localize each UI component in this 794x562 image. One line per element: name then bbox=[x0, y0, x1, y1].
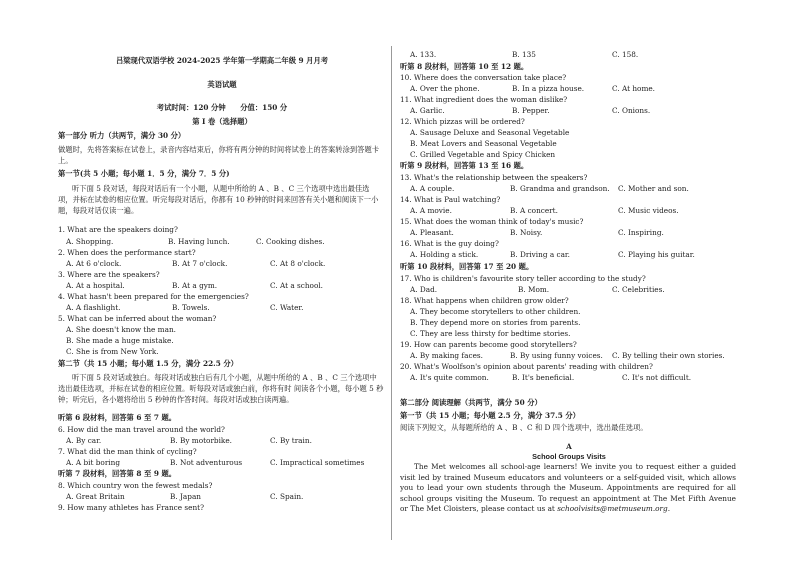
q4-option-c[interactable]: C. Water. bbox=[270, 303, 304, 312]
section2-heading: 第二节（共 15 小题；每小题 1.5 分，满分 22.5 分） bbox=[58, 359, 238, 368]
part1-heading: 第一部分 听力（共两节，满分 30 分） bbox=[58, 131, 186, 140]
q10-option-a[interactable]: A. Over the phone. bbox=[410, 84, 480, 93]
exam-info: 考试时间：120 分钟 分值：150 分 bbox=[156, 103, 288, 112]
q9-option-c[interactable]: C. 158. bbox=[612, 50, 639, 59]
q5-option-a[interactable]: A. She doesn't know the man. bbox=[66, 325, 176, 334]
question-4: 4. What hasn't been prepared for the emergencies? bbox=[58, 292, 249, 301]
passage-text: The Met welcomes all school-age learners! We invite you to request either a guided visit led by trained Museum educators and volunteers or a self-guided visit, which allows you to lead your own students through the Museum. Appointments are required for all school groups visiting the Museum. To request an appointment at The Met Fifth Avenue or The Met Cloisters, please contact us at bbox=[400, 462, 736, 514]
q14-option-b[interactable]: B. A concert. bbox=[510, 206, 558, 215]
q4-option-a[interactable]: A. A flashlight. bbox=[66, 303, 121, 312]
question-5: 5. What can be inferred about the woman? bbox=[58, 314, 217, 323]
question-11: 11. What ingredient does the woman dislike? bbox=[400, 95, 568, 104]
q19-option-a[interactable]: A. By making faces. bbox=[410, 351, 483, 360]
question-18: 18. What happens when children grow older? bbox=[400, 296, 569, 305]
passage-letter: A bbox=[566, 442, 572, 451]
q12-option-c[interactable]: C. Grilled Vegetable and Spicy Chicken bbox=[410, 150, 556, 159]
section1-heading: 第一节(共 5 小题；每小题 1．5 分，满分 7．5 分) bbox=[58, 169, 230, 178]
column-divider bbox=[391, 46, 392, 540]
q3-option-a[interactable]: A. At a hospital. bbox=[66, 281, 125, 290]
question-15: 15. What does the woman think of today's music? bbox=[400, 217, 584, 226]
passage-email[interactable]: schoolvisits@metmuseum.org. bbox=[557, 504, 671, 514]
q1-option-b[interactable]: B. Having lunch. bbox=[168, 237, 230, 246]
q9-option-a[interactable]: A. 133. bbox=[410, 50, 437, 59]
question-19: 19. How can parents become good storytellers? bbox=[400, 340, 577, 349]
q13-option-b[interactable]: B. Grandma and grandson. bbox=[510, 184, 610, 193]
q4-option-b[interactable]: B. Towels. bbox=[172, 303, 210, 312]
question-8: 8. Which country won the fewest medals? bbox=[58, 481, 213, 490]
part2-section1-intro: 阅读下列短文，从每题所给的 A 、B 、C 和 D 四个选项中，选出最佳选项。 bbox=[400, 423, 648, 432]
q7-option-b[interactable]: B. Not adventurous bbox=[170, 458, 243, 467]
q1-option-a[interactable]: A. Shopping. bbox=[66, 237, 114, 246]
question-6: 6. How did the man travel around the world? bbox=[58, 425, 225, 434]
question-3: 3. Where are the speakers? bbox=[58, 270, 160, 279]
section1-intro: 听下面 5 段对话，每段对话后有一个小题，从题中所给的 A 、B 、C 三个选项中选出最佳选项，并标在试卷的相应位置。听完每段对话后，你都有 10 秒钟的时间来回答有关小题和阅读下一小题，每段对话仅读一遍。 bbox=[58, 184, 379, 215]
question-9: 9. How many athletes has France sent? bbox=[58, 503, 205, 512]
q3-option-c[interactable]: C. At a school. bbox=[270, 281, 323, 290]
question-7: 7. What did the man think of cycling? bbox=[58, 447, 197, 456]
q16-option-b[interactable]: B. Driving a car. bbox=[510, 250, 570, 259]
q17-option-b[interactable]: B. Mom. bbox=[518, 285, 550, 294]
material-6-heading: 听第 6 段材料，回答第 6 至 7 题。 bbox=[58, 413, 177, 422]
q15-option-b[interactable]: B. Noisy. bbox=[510, 228, 543, 237]
q18-option-c[interactable]: C. They are less thirsty for bedtime stories. bbox=[410, 329, 571, 338]
q7-option-a[interactable]: A. A bit boring bbox=[66, 458, 121, 467]
q17-option-a[interactable]: A. Dad. bbox=[410, 285, 438, 294]
q6-option-b[interactable]: B. By motorbike. bbox=[170, 436, 232, 445]
q2-option-c[interactable]: C. At 8 o'clock. bbox=[270, 259, 326, 268]
question-2: 2. When does the performance start? bbox=[58, 248, 196, 257]
q18-option-a[interactable]: A. They become storytellers to other children. bbox=[410, 307, 581, 316]
q20-option-c[interactable]: C. It's not difficult. bbox=[622, 373, 692, 382]
part2-section1-heading: 第一节（共 15 小题；每小题 2.5 分，满分 37.5 分） bbox=[400, 411, 580, 420]
q8-option-b[interactable]: B. Japan bbox=[170, 492, 201, 501]
question-1: 1. What are the speakers doing? bbox=[58, 225, 178, 234]
q1-option-c[interactable]: C. Cooking dishes. bbox=[256, 237, 325, 246]
q3-option-b[interactable]: B. At a gym. bbox=[172, 281, 218, 290]
q10-option-c[interactable]: C. At home. bbox=[612, 84, 656, 93]
volume-heading: 第 I 卷（选择题） bbox=[192, 117, 252, 126]
q10-option-b[interactable]: B. In a pizza house. bbox=[512, 84, 585, 93]
material-9-heading: 听第 9 段材料，回答第 13 至 16 题。 bbox=[400, 161, 529, 170]
passage-title: School Groups Visits bbox=[532, 452, 606, 461]
exam-title: 吕梁现代双语学校 2024-2025 学年第一学期高二年级 9 月月考 bbox=[115, 56, 329, 65]
material-7-heading: 听第 7 段材料，回答第 8 至 9 题。 bbox=[58, 469, 177, 478]
section2-intro: 听下面 5 段对话或独白。每段对话或独白后有几个小题，从题中所给的 A 、B 、C 三个选项中选出最佳选项，并标在试卷的相应位置。听每段对话或独白前，你将有时 间读各个小题，每小题 5 秒钟；听完后，各小题将给出 5 秒钟的作答时间。每段对话或独白读两遍。 bbox=[58, 373, 384, 404]
q14-option-c[interactable]: C. Music videos. bbox=[618, 206, 679, 215]
q6-option-a[interactable]: A. By car. bbox=[66, 436, 102, 445]
passage-body bbox=[400, 462, 736, 515]
q8-option-a[interactable]: A. Great Britain bbox=[66, 492, 125, 501]
question-13: 13. What's the relationship between the speakers? bbox=[400, 173, 588, 182]
exam-subject: 英语试题 bbox=[207, 80, 237, 89]
question-10: 10. Where does the conversation take place? bbox=[400, 73, 567, 82]
part1-intro: 做题时，先将答案标在试卷上，录音内容结束后，你将有两分钟的时间将试卷上的答案转涂到答题卡上。 bbox=[58, 145, 380, 165]
q11-option-b[interactable]: B. Pepper. bbox=[512, 106, 550, 115]
q19-option-c[interactable]: C. By telling their own stories. bbox=[612, 351, 725, 360]
q11-option-a[interactable]: A. Garlic. bbox=[410, 106, 445, 115]
q20-option-a[interactable]: A. It's quite common. bbox=[410, 373, 489, 382]
q19-option-b[interactable]: B. By using funny voices. bbox=[510, 351, 603, 360]
material-8-heading: 听第 8 段材料，回答第 10 至 12 题。 bbox=[400, 62, 529, 71]
q8-option-c[interactable]: C. Spain. bbox=[270, 492, 304, 501]
q13-option-c[interactable]: C. Mother and son. bbox=[618, 184, 689, 193]
q11-option-c[interactable]: C. Onions. bbox=[612, 106, 651, 115]
question-14: 14. What is Paul watching? bbox=[400, 195, 501, 204]
question-20: 20. What's Woolfson's opinion about parents' reading with children? bbox=[400, 362, 653, 371]
q18-option-b[interactable]: B. They depend more on stories from parents. bbox=[410, 318, 581, 327]
q12-option-b[interactable]: B. Meat Lovers and Seasonal Vegetable bbox=[410, 139, 557, 148]
question-16: 16. What is the guy doing? bbox=[400, 239, 499, 248]
question-12: 12. Which pizzas will be ordered? bbox=[400, 117, 525, 126]
q16-option-c[interactable]: C. Playing his guitar. bbox=[618, 250, 695, 259]
q12-option-a[interactable]: A. Sausage Deluxe and Seasonal Vegetable bbox=[410, 128, 570, 137]
part2-heading: 第二部分 阅读理解（共两节，满分 50 分） bbox=[400, 398, 542, 407]
q17-option-c[interactable]: C. Celebrities. bbox=[612, 285, 665, 294]
q16-option-a[interactable]: A. Holding a stick. bbox=[410, 250, 479, 259]
q20-option-b[interactable]: B. It's beneficial. bbox=[512, 373, 575, 382]
q6-option-c[interactable]: C. By train. bbox=[270, 436, 312, 445]
material-10-heading: 听第 10 段材料，回答第 17 至 20 题。 bbox=[400, 262, 534, 271]
q15-option-c[interactable]: C. Inspiring. bbox=[618, 228, 664, 237]
q13-option-a[interactable]: A. A couple. bbox=[410, 184, 455, 193]
question-17: 17. Who is children's favourite story teller according to the study? bbox=[400, 274, 646, 283]
q9-option-b[interactable]: B. 135 bbox=[512, 50, 536, 59]
q2-option-b[interactable]: B. At 7 o'clock. bbox=[172, 259, 228, 268]
q5-option-c[interactable]: C. She is from New York. bbox=[66, 347, 159, 356]
q15-option-a[interactable]: A. Pleasant. bbox=[410, 228, 454, 237]
q5-option-b[interactable]: B. She made a huge mistake. bbox=[66, 336, 174, 345]
q14-option-a[interactable]: A. A movie. bbox=[410, 206, 452, 215]
q2-option-a[interactable]: A. At 6 o'clock. bbox=[66, 259, 122, 268]
q7-option-c[interactable]: C. Impractical sometimes bbox=[270, 458, 365, 467]
